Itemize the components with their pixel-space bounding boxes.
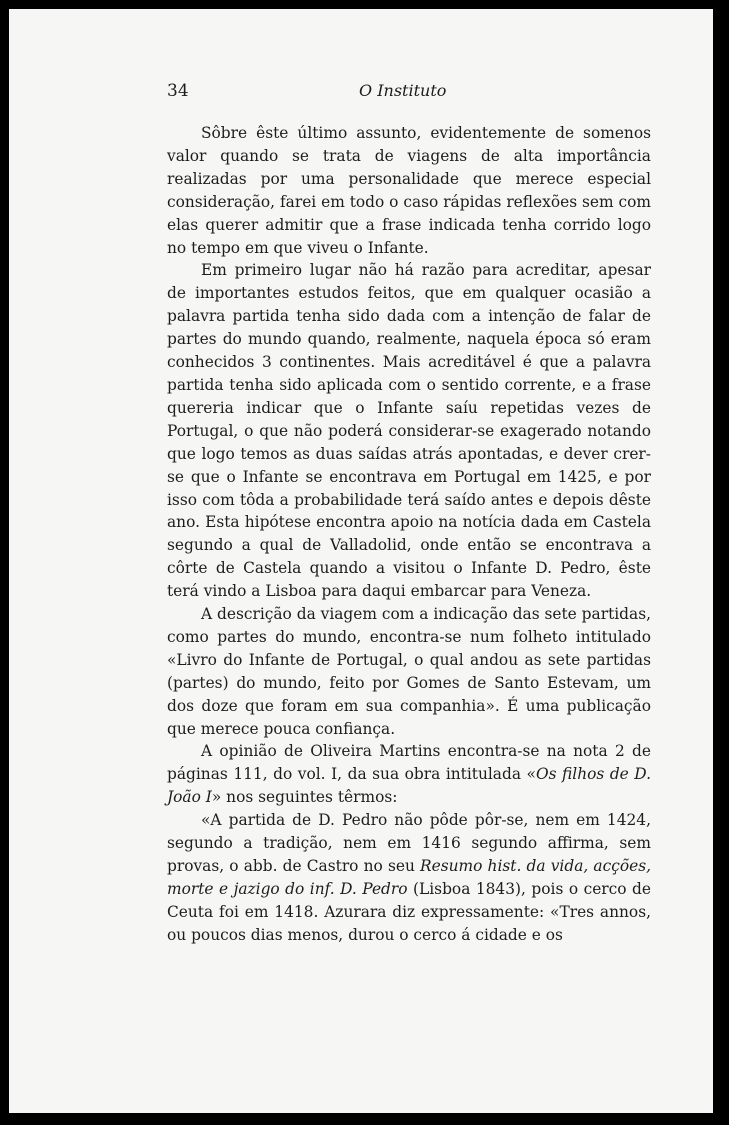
text-segment: » nos seguintes têrmos: <box>211 788 398 807</box>
text-segment: Sôbre êste último assunto, evidentemente de somenos valor quando se trata de viagens de alta importância realizadas por uma personalidade que merece especial consideração, farei em todo o caso rápidas reflexões sem com elas querer admitir que a frase indicada tenha corrido logo no tempo em que viveu o Infante. <box>167 124 651 257</box>
paragraph <box>167 809 651 946</box>
text-segment: Em primeiro lugar não há razão para acreditar, apesar de importantes estudos feitos, que em qualquer ocasião a palavra partida tenha sido dada com a intenção de falar de partes do mundo quando, realmente, naquela época só eram conhecidos 3 continentes. Mais acreditável é que a palavra partida tenha sido aplicada com o sentido corrente, e a frase quereria indicar que o Infante saíu repetidas vezes de Portugal, o que não poderá considerar-se exagerado notando que logo temos as duas saídas atrás apontadas, e dever crer-se que o Infante se encontrava em Portugal em 1425, e por isso com tôda a probabilidade terá saído antes e depois dêste ano. Esta hipótese encontra apoio na notícia dada em Castela segundo a qual de Valladolid, onde então se encontrava a côrte de Castela quando a visitou o Infante D. Pedro, êste terá vindo a Lisboa para daqui embarcar para Veneza. <box>167 261 651 601</box>
book-title: Os filhos de D. João I <box>167 765 651 807</box>
paragraph <box>167 740 651 809</box>
paragraph <box>167 122 651 259</box>
page-header <box>167 81 651 107</box>
book-title: Resumo hist. da vida, acções, morte e jazigo do inf. D. Pedro <box>167 857 652 898</box>
text-segment: A opinião de Oliveira Martins encontra-se na nota 2 de páginas 111, do vol. I, da sua obra intitulada « <box>167 742 651 784</box>
text-segment: A descrição da viagem com a indicação das sete partidas, como partes do mundo, encontra-se num folheto intitulado «Livro do Infante de Portugal, o qual andou as sete partidas (partes) do mundo, feito por Gomes de Santo Estevam, um dos doze que foram em sua companhia». É uma publicação que merece pouca confiança. <box>167 605 651 738</box>
page-number: 34 <box>167 81 189 101</box>
running-title: O Instituto <box>359 81 447 100</box>
text-segment: (Lisboa 1843), pois o cerco de Ceuta foi em 1418. Azurara diz expressamente: «Tres annos, ou poucos dias menos, durou o cerco á cidade e os <box>167 879 651 944</box>
body-text <box>167 122 651 947</box>
paragraph <box>167 259 651 603</box>
text-segment: «A partida de D. Pedro não pôde pôr-se, nem em 1424, segundo a tradição, nem em 1416 segundo affirma, sem provas, o abb. de Castro no seu <box>167 811 651 875</box>
book-page <box>9 9 713 1113</box>
paragraph <box>167 603 651 740</box>
